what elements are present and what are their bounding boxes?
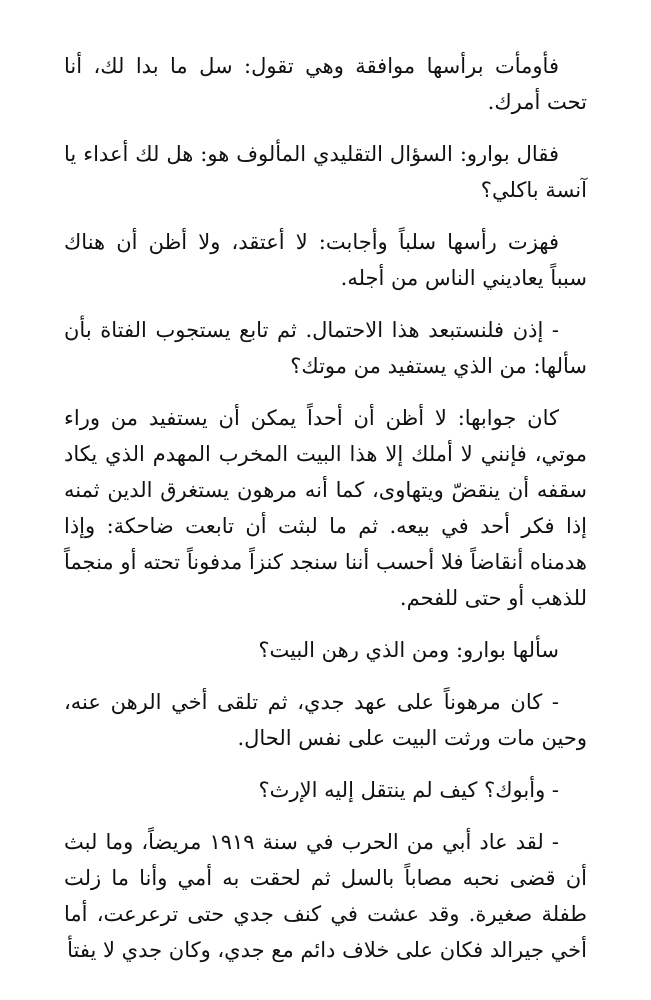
paragraph-2: فقال بوارو: السؤال التقليدي المألوف هو: هل لك أعداء يا آنسة باكلي؟ [64,142,587,202]
book-page [64,48,587,984]
paragraph-5: كان جوابها: لا أظن أن أحداً يمكن أن يستفيد من وراء موتي، فإنني لا أملك إلا هذا البيت المخرب المهدم الذي يكاد سقفه أن ينقضّ ويتهاوى، كما أنه مرهون يستغرق الدين ثمنه إذا فكر أحد في بيعه. ثم ما لبثت أن تابعت ضاحكة: وإذا هدمناه أنقاضاً فلا أحسب أننا سنجد كنزاً مدفوناً تحته أو منجماً للذهب أو حتى للفحم. [64,406,587,610]
paragraph-4: - إذن فلنستبعد هذا الاحتمال. ثم تابع يستجوب الفتاة بأن سألها: من الذي يستفيد من موتك؟ [64,318,587,378]
paragraph-7: - كان مرهوناً على عهد جدي، ثم تلقى أخي الرهن عنه، وحين مات ورثت البيت على نفس الحال. [64,690,587,750]
paragraph-9: - لقد عاد أبي من الحرب في سنة ١٩١٩ مريضاً، وما لبث أن قضى نحبه مصاباً بالسل ثم لحقت به أمي وأنا ما زلت طفلة صغيرة. وقد عشت في كنف جدي حتى ترعرعت، أما أخي جيرالد فكان على خلاف دائم مع جدي، وكان جدي لا يفتأ [64,830,587,962]
paragraph-8: - وأبوك؟ كيف لم ينتقل إليه الإرث؟ [258,778,559,802]
paragraph-1: فأومأت برأسها موافقة وهي تقول: سل ما بدا لك، أنا تحت أمرك. [64,54,587,114]
paragraph-6: سألها بوارو: ومن الذي رهن البيت؟ [258,638,559,662]
paragraph-3: فهزت رأسها سلباً وأجابت: لا أعتقد، ولا أظن أن هناك سبباً يعاديني الناس من أجله. [64,230,587,290]
